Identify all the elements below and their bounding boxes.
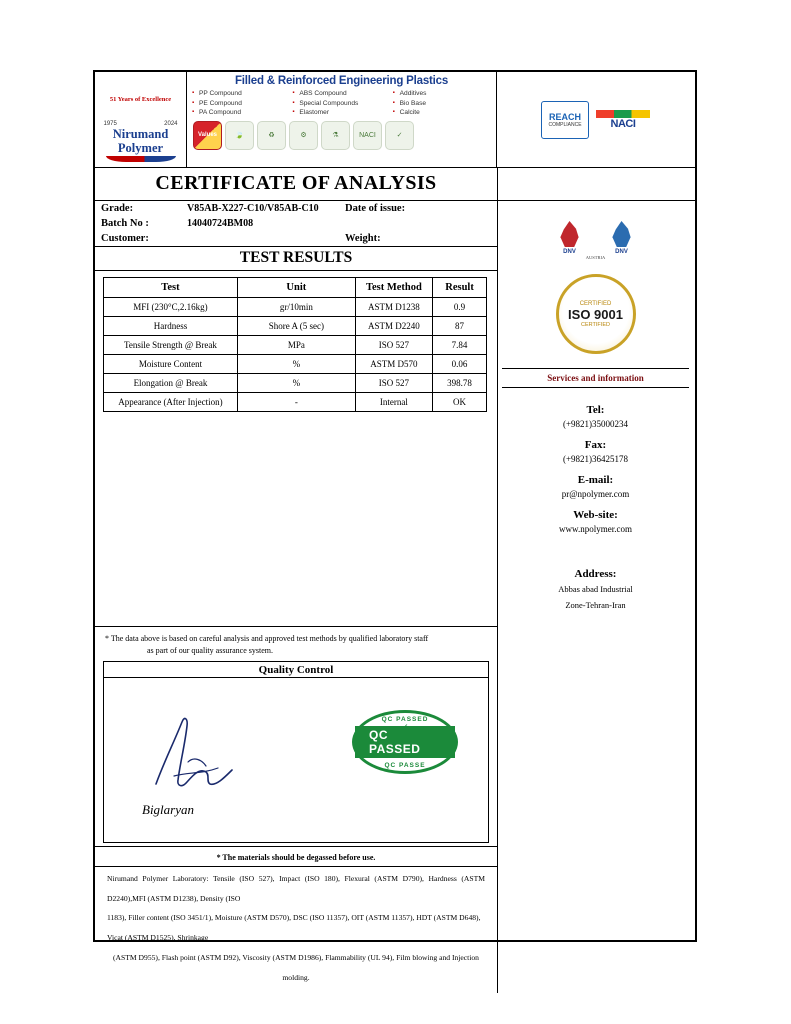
stamp-ring [352,710,458,774]
gear-icon: ⚙ [289,121,318,150]
cell-result: 7.84 [433,336,487,355]
banner-item: ▪ Elastomer [299,108,391,118]
company-name-line1: Nirumand [112,127,169,142]
table-header-row [104,278,487,298]
table-row [104,355,487,374]
naci-title: NACI [610,117,636,130]
banner-item: ▪ PE Compound [199,99,291,109]
th-result: Result [433,278,487,298]
dnv-blue-icon [600,209,644,255]
contact-block [496,388,695,612]
recycle-icon: ♻ [257,121,286,150]
cell-result: 398.78 [433,374,487,393]
cell-method: ASTM D1238 [355,298,432,317]
date-of-issue-label: Date of issue: [345,203,406,214]
address-line-2: Zone-Tehran-Iran [565,599,626,610]
address-line-1: Abbas abad Industrial [558,584,633,594]
iso-main-text: ISO 9001 [568,306,623,322]
stamp-top-text: QC PASSED [381,716,429,723]
title-right-spacer [498,168,695,200]
banner-columns [191,89,492,118]
customer-label: Customer: [101,233,149,244]
reach-compliance-icon [541,101,589,139]
flame-icon [557,221,583,247]
banner-item: ▪ Special Compounds [299,99,391,109]
grade-label: Grade: [101,203,134,214]
anniversary-badge [104,77,178,121]
anniversary-ribbon-text: 51 Years of Excellence [109,95,172,103]
footer-line-2: 1183), Filler content (ISO 3451/1), Moisture (ASTM D570), DSC (ISO 11357), OIT (ASTM 11357), HDT (ASTM D648), Vicat (ASTM D1525), Shrinkage [107,913,481,943]
website-label: Web-site: [573,509,618,521]
note-line-2: as part of our quality assurance system. [147,646,273,655]
customer-row [95,231,497,247]
cell-test: MFI (230°C,2.16kg) [104,298,238,317]
dnv-red-icon [548,209,592,255]
cell-test: Tensile Strength @ Break [104,336,238,355]
fax-value: (+9821)36425178 [562,454,629,464]
banner-item: ▪ PA Compound [199,108,291,118]
email-value[interactable]: pr@npolymer.com [561,489,630,499]
note-line-1: * The data above is based on careful analysis and approved test methods by qualified laboratory staff [105,634,429,643]
values-icon: Values [193,121,222,150]
dnv-right-label: DNV [615,249,628,255]
logo-year-end: 2024 [164,121,178,128]
cell-test: Elongation @ Break [104,374,238,393]
cell-unit: gr/10min [237,298,355,317]
banner-col-2 [291,89,391,118]
footer-line-3: (ASTM D955), Flash point (ASTM D92), Viscosity (ASTM D1986), Flammability (UL 94), Film blowing and Injection molding. [113,952,479,982]
grade-row [95,201,497,216]
th-test: Test [104,278,238,298]
body-wrap [95,201,695,993]
cell-test: Hardness [104,317,238,336]
banner-col-1 [191,89,291,118]
banner-item: ▪ Calcite [400,108,492,118]
cell-method: ASTM D2240 [355,317,432,336]
test-results-heading: TEST RESULTS [95,247,497,271]
table-row [104,393,487,412]
th-unit: Unit [237,278,355,298]
naci-icon: NACI [353,121,382,150]
footer-line-1: Nirumand Polymer Laboratory: Tensile (ISO 527), Impact (ISO 180), Flexural (ASTM D790), Hardness (ASTM D2240),MFI (ASTM D1238), Density (ISO [107,874,485,903]
reach-sub: COMPLIANCE [548,121,582,128]
degas-note: * The materials should be degassed before use. [95,846,497,866]
dnv-sub-text: AUSTRIA [585,255,606,260]
iso-9001-badge [556,274,636,354]
analysis-note [95,626,497,659]
cell-result: OK [433,393,487,412]
qc-passed-stamp [352,710,458,774]
certification-logos [497,72,695,168]
page-title: CERTIFICATE OF ANALYSIS [95,168,498,200]
title-row [95,168,695,201]
sidebar [498,201,695,993]
naci-color-bar [596,110,650,118]
banner-item: ▪ PP Compound [199,89,291,99]
company-name [113,128,169,154]
banner-item: ▪ Bio Base [400,99,492,109]
iso-bottom-text: CERTIFIED [581,321,610,328]
banner-icon-row [191,121,492,150]
dnv-badges [496,209,695,255]
company-logo [95,72,187,168]
sidebar-content [496,201,695,612]
cell-unit: Shore A (5 sec) [237,317,355,336]
table-row [104,374,487,393]
cell-method: Internal [355,393,432,412]
cell-method: ISO 527 [355,374,432,393]
cell-unit: - [237,393,355,412]
naci-logo-icon [595,102,651,138]
quality-icon: ✓ [385,121,414,150]
stamp-center-text: QC PASSED [355,726,455,758]
banner-item: ▪ Additives [400,89,492,99]
signature-name: Biglaryan [142,802,194,817]
banner-title: Filled & Reinforced Engineering Plastics [234,75,449,87]
blank-area [95,412,497,626]
services-title: Services and information [547,373,644,383]
table-row [104,298,487,317]
laboratory-capabilities [95,866,497,993]
cell-result: 0.06 [433,355,487,374]
grade-value: V85AB-X227-C10/V85AB-C10 [187,203,319,214]
batch-row [95,216,497,231]
cell-result: 0.9 [433,298,487,317]
results-table [103,277,487,412]
logo-swoosh-icon [106,156,176,162]
quality-control-title: Quality Control [104,662,488,678]
reach-title: REACH [548,111,581,122]
tel-label: Tel: [586,404,605,416]
email-label: E-mail: [577,474,614,486]
cell-test: Appearance (After Injection) [104,393,238,412]
certificate-page [93,70,697,982]
check-icon: ✓ [401,722,409,732]
cell-result: 87 [433,317,487,336]
tel-value: (+9821)35000234 [562,419,629,429]
product-banner [187,72,497,168]
iso-top-text: CERTIFIED [579,300,612,307]
document-header [95,72,695,168]
logo-year-start: 1975 [103,121,117,128]
banner-item: ▪ ABS Compound [299,89,391,99]
main-column [95,201,498,993]
cell-unit: % [237,355,355,374]
cell-test: Moisture Content [104,355,238,374]
stamp-bottom-text: QC PASSE [384,762,426,769]
flame-icon [609,221,635,247]
website-value[interactable]: www.npolymer.com [559,524,632,534]
quality-control-box [103,661,489,843]
signature-icon [144,702,264,802]
cell-unit: % [237,374,355,393]
dnv-left-label: DNV [563,249,576,255]
flask-icon: ⚗ [321,121,350,150]
cell-unit: MPa [237,336,355,355]
address-label: Address: [574,568,617,580]
cell-method: ISO 527 [355,336,432,355]
cell-method: ASTM D570 [355,355,432,374]
leaf-icon: 🍃 [225,121,254,150]
batch-value: 14040724BM08 [187,218,254,229]
table-row [104,336,487,355]
table-row [104,317,487,336]
th-method: Test Method [355,278,432,298]
batch-label: Batch No : [101,218,149,229]
company-name-line2: Polymer [117,140,164,155]
banner-col-3 [392,89,492,118]
weight-label: Weight: [345,233,381,244]
fax-label: Fax: [584,439,607,451]
